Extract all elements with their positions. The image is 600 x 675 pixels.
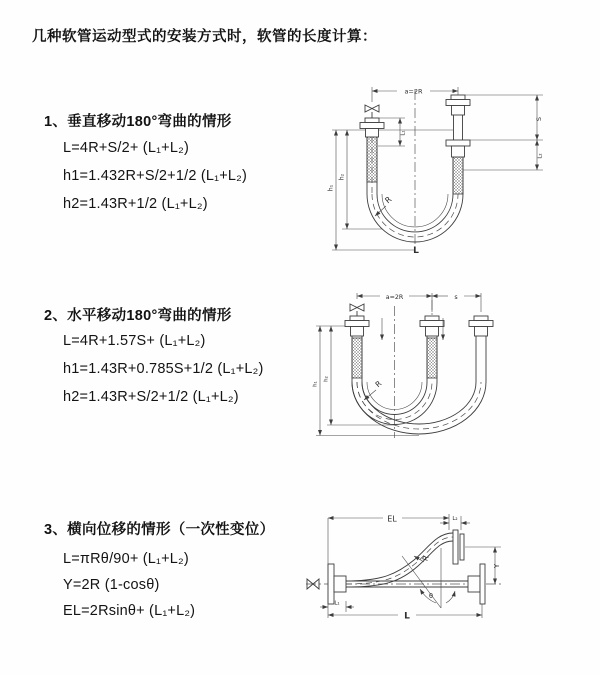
dim-label-h1: h₁ [312, 381, 319, 387]
section-3-formula-EL: EL=2Rsinθ+ (L₁+L₂) [63, 603, 196, 619]
dim-label-l-total: L [413, 246, 419, 256]
dim-label-l1: L₁ [400, 130, 407, 136]
diagram-vertical-180-bend [312, 76, 590, 256]
flange-right-upper [446, 95, 470, 115]
flange-bottom-right [468, 564, 485, 604]
dim-label-y: Y [493, 563, 501, 569]
section-1-formula-L: L=4R+S/2+ (L₁+L₂) [63, 140, 189, 156]
section-2-formula-h2: h2=1.43R+S/2+1/2 (L₁+L₂) [63, 389, 239, 405]
diagram-lateral-displacement [298, 506, 590, 648]
diagram-horizontal-180-bend [310, 286, 590, 451]
dim-label-r: R [383, 194, 394, 206]
dim-label-l1: L₁ [334, 600, 340, 607]
section-2-formula-h1: h1=1.43R+0.785S+1/2 (L₁+L₂) [63, 361, 264, 377]
radius-callout [375, 195, 394, 216]
flange-mid [420, 316, 444, 336]
section-3-formula-Y: Y=2R (1-cosθ) [63, 577, 160, 593]
valve-icon [365, 105, 379, 118]
dim-label-r: R [420, 554, 431, 563]
dim-label-h1: h₁ [327, 184, 335, 192]
section-3-heading: 3、横向位移的情形（一次性变位） [44, 522, 275, 538]
section-2-formula-L: L=4R+1.57S+ (L₁+L₂) [63, 333, 206, 349]
section-1-formula-h1: h1=1.432R+S/2+1/2 (L₁+L₂) [63, 168, 248, 184]
dim-label-s: S [535, 116, 543, 122]
page-title: 几种软管运动型式的安装方式时，软管的长度计算： [32, 29, 377, 45]
dim-label-h2: h₂ [338, 173, 346, 181]
dim-label-r: R [373, 378, 384, 390]
hose-u-position-b [352, 382, 486, 434]
dim-label-a2r: a=2R [385, 293, 404, 301]
dim-label-s: s [454, 293, 458, 301]
section-1-heading: 1、垂直移动180°弯曲的情形 [44, 114, 232, 130]
dim-label-a2r: a=2R [404, 87, 423, 96]
hose-arms [352, 336, 486, 382]
dim-label-theta: θ [429, 592, 433, 600]
flange-right-lower [446, 140, 470, 157]
braided-section-left [352, 338, 362, 378]
hose-s-curve [346, 533, 453, 587]
flange-left [345, 316, 369, 336]
section-1-formula-h2: h2=1.43R+1/2 (L₁+L₂) [63, 196, 208, 212]
braided-section-mid [427, 338, 437, 378]
dim-label-h2: h₂ [323, 376, 330, 382]
flange-left [360, 118, 384, 137]
section-3-formula-L: L=πRθ/90+ (L₁+L₂) [63, 551, 189, 567]
dim-label-l: L [404, 611, 410, 622]
dim-l1 [320, 601, 354, 613]
dim-a-2r [357, 293, 481, 312]
dim-s [463, 95, 544, 170]
dim-label-l2: L₂ [537, 153, 544, 159]
flange-right [469, 316, 493, 336]
flange-top-right [453, 530, 464, 564]
dim-l [328, 604, 482, 622]
dim-h1-h2 [313, 326, 420, 436]
braided-section-left [367, 137, 377, 182]
braided-section-right [453, 157, 463, 194]
valve-icon [350, 304, 364, 316]
pipe-right [454, 115, 463, 140]
dim-label-l2: L₂ [452, 516, 458, 522]
dim-label-el: EL [387, 514, 397, 524]
section-2-heading: 2、水平移动180°弯曲的情形 [44, 308, 232, 324]
flange-left [328, 564, 346, 604]
